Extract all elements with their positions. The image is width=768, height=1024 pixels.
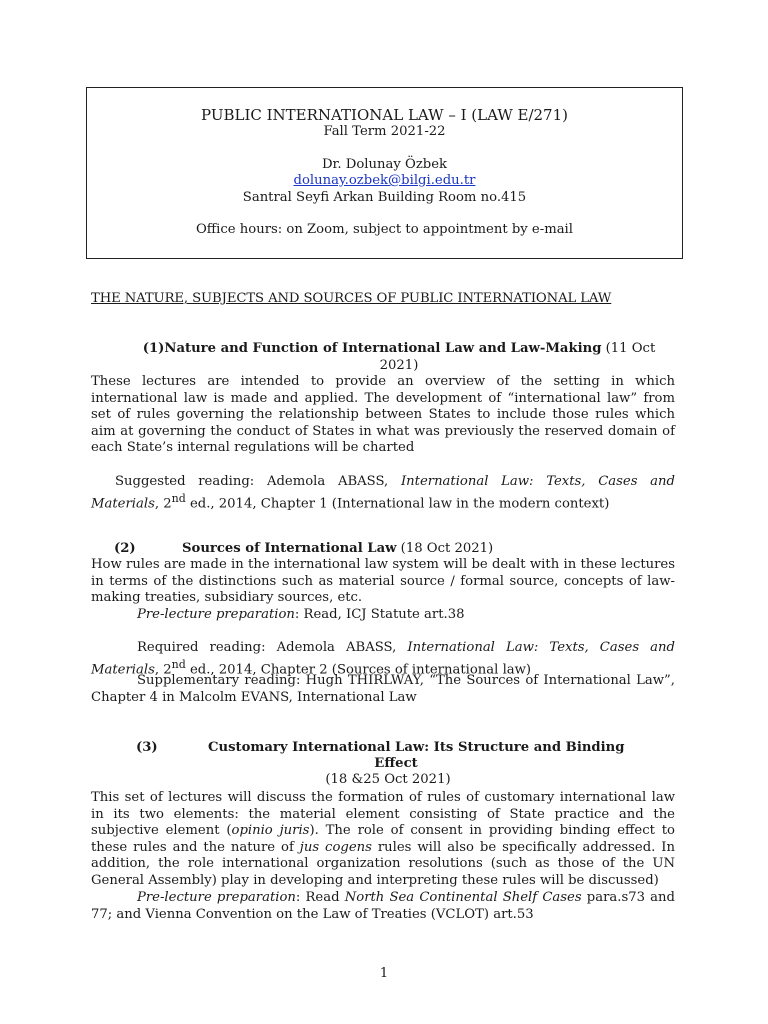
lecture-3-opinio-juris: opinio juris <box>231 823 310 839</box>
lecture-1-reading-suffix: ed., 2014, Chapter 1 (International law in the modern context) <box>185 495 610 511</box>
lecture-3-number: (3) <box>136 740 158 755</box>
office-location: Santral Seyfi Arkan Building Room no.415 <box>242 189 527 205</box>
lecture-3-heading <box>91 740 675 757</box>
lecture-1-reading-ed: , 2 <box>154 495 172 511</box>
lecture-1-reading-ed-sup: nd <box>171 491 186 505</box>
lecture-1-date-b: 2021) <box>379 357 419 373</box>
lecture-3-prep-case: North Sea Continental Shelf Cases <box>344 890 582 905</box>
lecture-1-reading <box>91 474 675 513</box>
lecture-3-prep-label: Pre-lecture preparation <box>137 890 296 905</box>
lecture-3-body-3: rules will also be specifically addressed. In addition, the role international organization resolutions (such as those of the UN General Assembly) play in developing and interpreting these rules will be discussed) <box>91 839 675 888</box>
lecture-2-heading <box>91 541 675 558</box>
instructor-name: Dr. Dolunay Özbek <box>321 156 448 172</box>
lecture-3-title-a: Customary International Law: Its Structure and Binding <box>208 740 625 755</box>
lecture-3-body-2: ). The role of consent in providing binding effect to these rules and the nature of <box>91 823 675 855</box>
page-number: 1 <box>379 966 389 981</box>
lecture-1-reading-book: International Law: Texts, Cases and Materials <box>91 474 675 511</box>
lecture-2-req-book: International Law: Texts, Cases and Materials <box>91 640 675 677</box>
lecture-1-heading <box>91 341 675 374</box>
lecture-3-prep-tail: para.s73 and 77; and Vienna Convention on the Law of Treaties (VCLOT) art.53 <box>91 890 675 922</box>
lecture-1-reading-prefix: Suggested reading: Ademola ABASS, <box>115 474 401 489</box>
lecture-3-body-1: This set of lectures will discuss the formation of rules of customary international law in its two elements: the material element consisting of State practice and the subjective element ( <box>91 790 675 839</box>
lecture-2-req-suffix: ed., 2014, Chapter 2 (Sources of international law) <box>185 661 532 677</box>
lecture-3-title-b: Effect <box>374 756 418 771</box>
lecture-2-description: How rules are made in the international law system will be dealt with in these lectures in terms of the distinctions such as material source / formal source, concepts of law-making treaties, subsidiary sources, etc. <box>91 557 675 606</box>
lecture-2-prep-label: Pre-lecture preparation <box>137 607 295 622</box>
lecture-2-prep-text: : Read, ICJ Statute art.38 <box>294 607 465 622</box>
lecture-3-date: (18 &25 Oct 2021) <box>325 772 451 787</box>
lecture-2-number: (2) <box>114 541 136 556</box>
lecture-1-title: Nature and Function of International Law and Law-Making <box>164 341 602 356</box>
term: Fall Term 2021-22 <box>323 124 446 139</box>
lecture-2-req-prefix: Required reading: Ademola ABASS, <box>137 640 408 655</box>
lecture-3-prep <box>91 890 675 923</box>
lecture-2-supplementary-reading: Supplementary reading: Hugh THIRLWAY, “The Sources of International Law”, Chapter 4 in Malcolm EVANS, International Law <box>91 673 675 705</box>
section-heading: THE NATURE, SUBJECTS AND SOURCES OF PUBLIC INTERNATIONAL LAW <box>91 291 612 306</box>
instructor-email-link[interactable]: dolunay.ozbek@bilgi.edu.tr <box>293 173 476 189</box>
lecture-2-title: Sources of International Law <box>182 541 397 556</box>
course-title: PUBLIC INTERNATIONAL LAW – I (LAW E/271) <box>200 106 569 124</box>
course-header-box <box>86 87 683 259</box>
lecture-1-number: (1) <box>142 341 165 356</box>
lecture-2-req-ed-sup: nd <box>171 657 186 671</box>
lecture-3-prep-mid: : Read <box>295 890 345 905</box>
lecture-2-date: (18 Oct 2021) <box>396 541 494 556</box>
lecture-2-req-ed: , 2 <box>154 661 172 677</box>
lecture-1-description: These lectures are intended to provide an overview of the setting in which international law is made and applied. The development of “international law” from set of rules governing the relationship between States to include those rules which aim at governing the conduct of States in what was previously the reserved domain of each State’s internal regulations will be charted <box>91 374 675 456</box>
office-hours: Office hours: on Zoom, subject to appointment by e-mail <box>195 222 573 238</box>
lecture-3-jus-cogens: jus cogens <box>299 839 372 855</box>
lecture-2-prep <box>91 607 675 624</box>
lecture-1-date-a: (11 Oct <box>601 341 656 356</box>
lecture-3-description <box>91 790 675 890</box>
